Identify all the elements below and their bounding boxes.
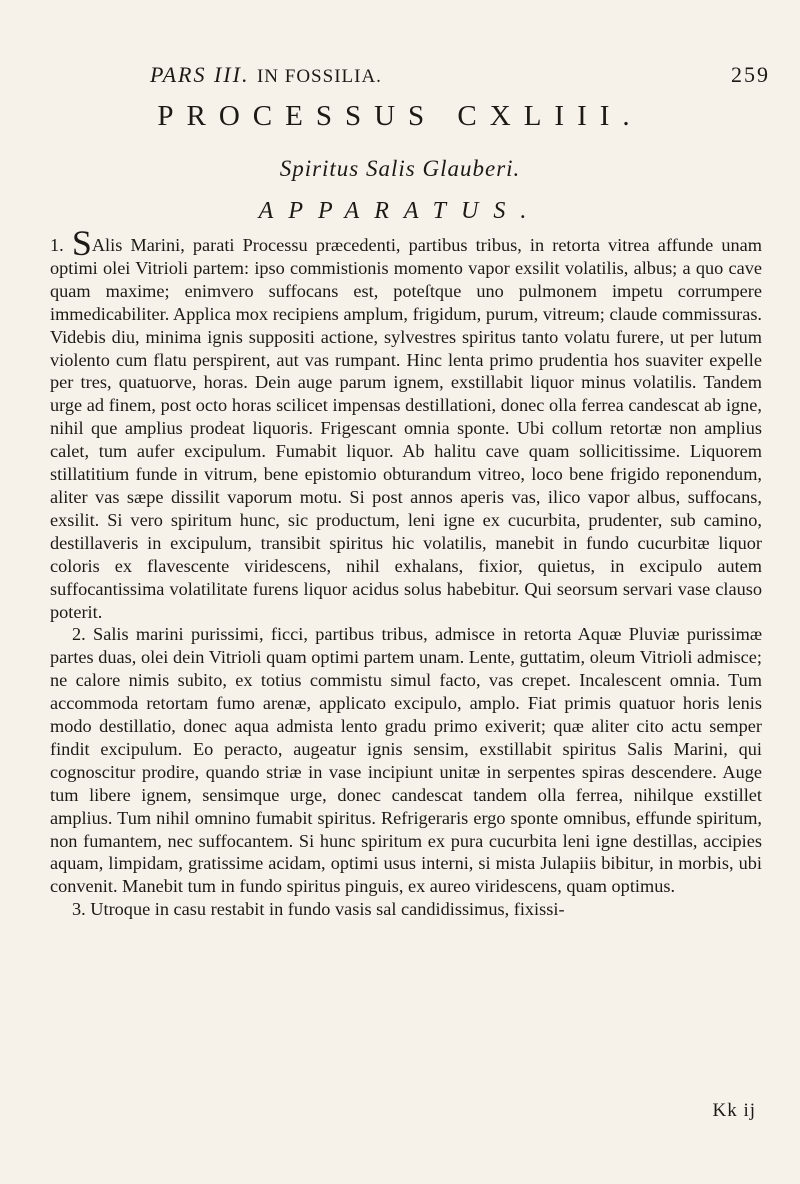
drop-cap: S: [71, 223, 92, 263]
running-head: [150, 62, 770, 92]
running-head-section: [150, 62, 382, 88]
paragraph-number: 1.: [50, 235, 64, 255]
paragraph-number: 3.: [72, 899, 86, 920]
running-head-part: PARS III.: [150, 62, 250, 87]
page-number: 259: [731, 62, 770, 87]
paragraph-text: Salis marini purissimi, ficci, partibus tribus, admisce in retorta Aquæ Pluviæ purissimæ partes duas, olei dein Vitrioli quam optimi partem unam. Lente, guttatim, oleum Vitrioli admisce; ne calore nimis subito, ex totius commistu simul facto, vas crepet. Incalescent omnia. Tum accommoda retortam fumo arenæ, applicato excipulo, amplo. Fiat primis quatuor horis lenis modo destillatio, donec aqua admista lento gradu primo exiverit; quæ aliter cito actu semper findit excipulum. Eo peracto, augeatur ignis sensim, exstillabit spiritus Salis Marini, qui cognoscitur prodire, quando striæ in vase incipiunt unitæ in serpentes spiras descendere. Auge tum libere ignem, sensimque urge, donec candescat tandem olla ferrea, nihilque exstillet amplius. Tum nihil omnino fumabit spiritus. Refrigeraris ergo sponte omnibus, effunde spiritum, non fumantem, nec suffocantem. Si hunc spiritum ex pura cucurbita leni igne destillas, accipies aquam, limpidam, gratissime acidam, optimi usus interni, si mista Julapiis bibitur, in morbis, ubi convenit. Manebit tum in fundo spiritus pinguis, ex aureo viridescens, quam optimus.: [50, 624, 763, 897]
body-text: [50, 223, 763, 921]
paragraph-text: Alis Marini, parati Processu præcedenti, partibus tribus, in retorta vitrea affunde unam optimi olei Vitrioli partem: ipso commistionis momento vapor exsilit volatilis, albus; a quo cave quam maxime; enimvero suffocans est, poteſtque uno pulmonem impetu corrumpere immedicabiliter. Applica mox recipiens amplum, frigidum, purum, vitreum; claude commissuras. Videbis diu, minima ignis suppositi actione, sylvestres spiritus tanto volatu furere, ut per lutum violento cum flatu perspirent, aut vas rumpant. Hinc lenta primo prudentia hos suaviter expelle per tres, quatuorve, horas. Dein auge parum ignem, exstillabit liquor minus volatilis. Tandem urge ad finem, post octo horas scilicet impensas destillationi, donec olla ferrea candescat ab igne, nihil que amplius prodeat liquoris. Frigescant omnia sponte. Ubi collum retortæ non amplius calet, tum aufer excipulum. Fumabit liquor. Ab halitu cave quam sollicitissime. Liquorem stillatitium funde in vitrum, bene epistomio obturandum vitreo, loco bene frigido reponendum, aliter vas sæpe dissilit vaporum motu. Si post annos aperis vas, ilico vapor albus, suffocans, exsilit. Si vero spiritum hunc, sic productum, leni igne ex cucurbita, prudenter, sub camino, destillaveris in excipulum, transibit spiritus hic volatilis, manebit in fundo cucurbitæ liquor coloris ex flavescente viridescens, nihil exhalans, fixior, quietus, in excipulo autem suffocantissima volatilitate furens liquor acidus solus habebitur. Qui seorsum servari vase clauso poterit.: [50, 235, 762, 622]
signature-mark: Kk ij: [712, 1100, 756, 1121]
paragraph-1: [50, 223, 762, 623]
paragraph-2: [50, 623, 762, 898]
paragraph-number: 2.: [72, 624, 86, 645]
chapter-subtitle: Spiritus Salis Glauberi.: [279, 156, 521, 181]
paragraph-3: [50, 898, 762, 921]
paragraph-text: Utroque in casu restabit in fundo vasis sal candidissimus, fixissi-: [90, 899, 565, 920]
running-head-subject: IN FOSSILIA.: [256, 66, 382, 87]
chapter-title: PROCESSUS CXLIII.: [157, 100, 643, 132]
section-heading: APPARATUS.: [258, 198, 542, 224]
